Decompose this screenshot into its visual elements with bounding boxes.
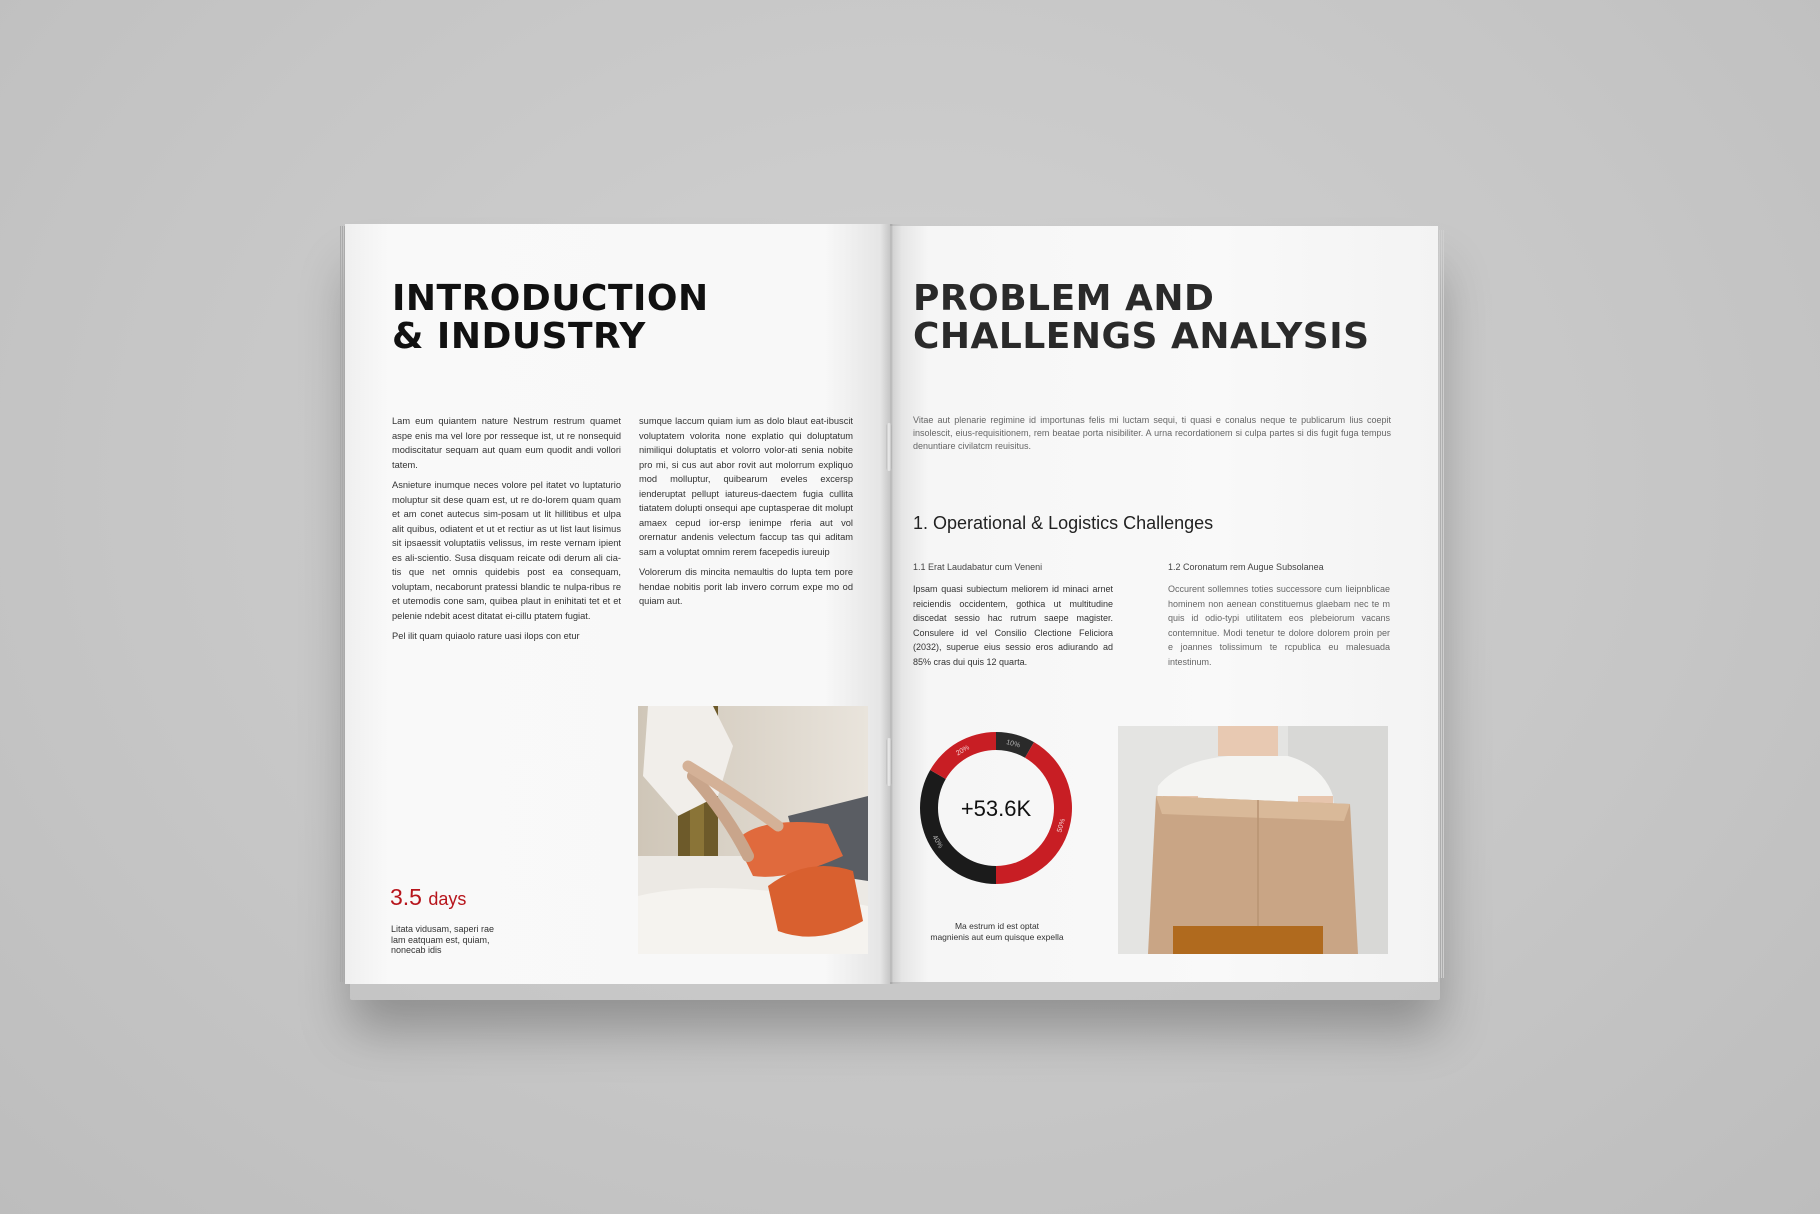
left-page-title <box>392 280 709 356</box>
stat-description <box>391 924 511 956</box>
left-col2-paragraph-1: sumque laccum quiam ium as dolo blaut eat-ibuscit voluptatem volorita none explatio qui doluptatum nimiliqui doluptatis et volorro volor-ati senia nobite pro mi, si cus aut abor rovit aut molorrum expliquo mod molluptur, quibearum eveles excersp ienderuptat pellupt iatureus-daectem fugia cullita tiatatem dolupti onsequi ape cuptasperae dit molupt amaex cepud ior-ersp ienimpe rferia aut vol orernatur andenis velectum faccup tas qui aditam sam a voluptat omnim rerem facepedis iureuip <box>639 416 853 557</box>
subsection-1-title: 1.1 Erat Laudabatur cum Veneni <box>913 562 1043 572</box>
right-title-line2: CHALLENGS ANALYSIS <box>913 316 1370 357</box>
left-column-1 <box>392 414 621 650</box>
left-page <box>345 224 890 984</box>
left-col1-paragraph-1: Lam eum quiantem nature Nestrum restrum quamet aspe enis ma vel lore por resseque ist, ut re nonsequid modiscitatur sequam aut quam eum quodit andi vollori tatem. <box>392 416 621 470</box>
left-col2-paragraph-2: Volorerum dis mincita nemaultis do lupta tem pore hendae nobitis porit lab invero corrum expe mo od quiam aut. <box>639 567 853 606</box>
donut-label-0: 10% <box>1005 739 1021 750</box>
section-heading: 1. Operational & Logistics Challenges <box>913 513 1214 533</box>
stat-desc-line3: nonecab idis <box>391 945 442 955</box>
stat-value <box>390 884 466 911</box>
stat-unit: days <box>428 889 467 909</box>
chart-caption-line2: magnienis aut eum quisque expella <box>930 931 1064 942</box>
donut-label-2: 40% <box>930 834 944 850</box>
left-title-line2: & INDUSTRY <box>392 316 646 357</box>
donut-label-3: 20% <box>955 744 971 758</box>
left-col1-paragraph-3: Pel ilit quam quiaolo rature uasi ilops con etur <box>392 631 580 641</box>
staple-top <box>886 423 892 471</box>
subsection-2-text: Occurent sollemnes toties successore cum lieipnblicae hominem non aenean constituemus glaebam nec te m quis id odio-typi utilitatem eos plebeiorum vacans contemnitue. Modi tenetur te dolore dolorem proin per e joannes tolissimum te rcpublica eu malesuada intestinum. <box>1168 584 1390 667</box>
left-col1-paragraph-2: Asnieture inumque neces volore pel itatet vo luptaturio moluptur sit dese quam est, ut re do-lorem quam quam et am conet autecus sim-posam ut lit hillitibus et ulpa alit quibus, odiatent et ut et rectiur as ut list laut lisimus sit ipsaessit voluptatiis velissus, im reste vernam ipient es ali-scientio. Susa disquam reicate odi derum ali cia-tis que net omnis quidebis post ea consequam, voluptam, necaborunt pratessi blandic te nulpa-ribus re et utemodis cone sam, quibea plaut in enihitati tet et et pelenie ndebit acest ditatat ei-cillu ptatem fugiat. <box>392 480 621 621</box>
stat-desc-line2: lam eatquam est, quiam, <box>391 934 490 945</box>
donut-chart <box>918 730 1074 886</box>
delivery-bag-photo <box>1118 726 1388 954</box>
chart-caption-line1: Ma estrum id est optat <box>954 921 1040 931</box>
stat-desc-line1: Litata vidusam, saperi rae <box>391 924 495 934</box>
right-page-title <box>913 280 1370 356</box>
donut-slice-3 <box>930 732 996 779</box>
right-intro-text: Vitae aut plenarie regimine id importunas felis mi luctam sequi, ti quasi e conalus neque te publicarum lius coepit insolescit, eius-requisitionem, rem beatae porta nisibiliter. A urna recordationem si culpa partes si dis fugit fuga tempus denuntiare civilatcm reuisitus. <box>913 415 1391 451</box>
book-spine <box>880 224 902 984</box>
left-column-2 <box>639 414 853 615</box>
staple-bottom <box>886 738 892 786</box>
stat-number: 3.5 <box>390 884 422 910</box>
subsection-2-title: 1.2 Coronatum rem Augue Subsolanea <box>1168 562 1324 572</box>
donut-slice-2 <box>920 770 996 884</box>
housekeeping-photo <box>638 706 868 954</box>
donut-center-label: +53.6K <box>960 796 1032 821</box>
right-title-line1: PROBLEM AND <box>913 278 1215 319</box>
right-page <box>890 226 1438 982</box>
subsection-1-text: Ipsam quasi subiectum meliorem id minaci arnet reiciendis occidentem, gothica ut multitudine discedat sessio hac rutrum saepe magister. Consulere id vel Consilio Clectione Feliciora (2032), superue eius sessio eros adiurando ad 85% cras dui quis 12 quarta. <box>913 584 1113 667</box>
donut-label-1: 50% <box>1056 817 1067 834</box>
chart-caption <box>917 921 1077 942</box>
page-edges-right <box>1438 230 1444 978</box>
left-title-line1: INTRODUCTION <box>392 278 709 319</box>
